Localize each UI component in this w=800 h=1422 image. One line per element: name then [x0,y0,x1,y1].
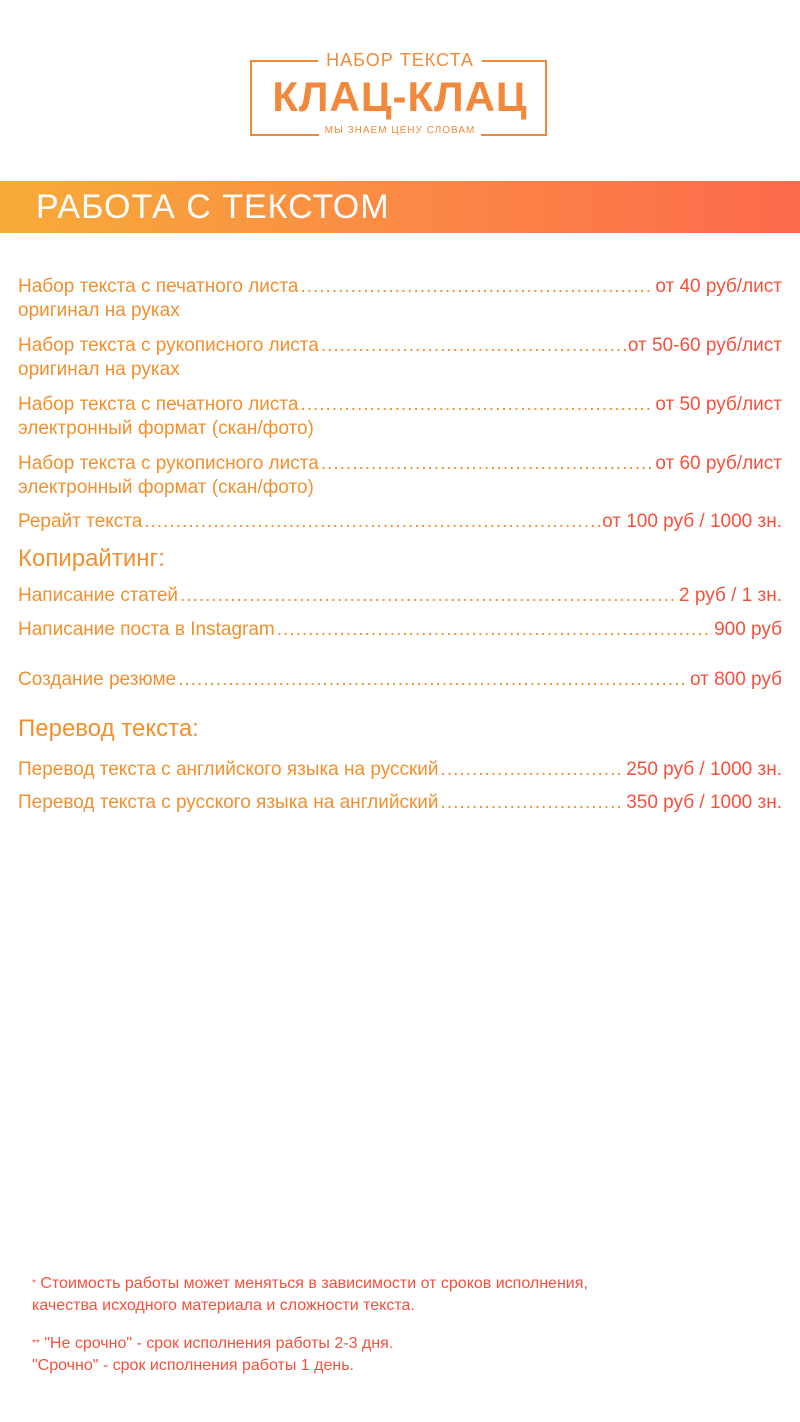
footnote-text: "Срочно" - срок исполнения работы 1 день. [32,1357,354,1374]
footnote-text: качества исходного материала и сложности текста. [32,1297,415,1314]
leader-dots [300,393,653,417]
service-price: от 60 руб/лист [655,453,782,474]
service-price: от 50 руб/лист [655,394,782,415]
leader-dots [180,584,677,608]
service-note: электронный формат (скан/фото) [18,418,314,439]
leader-dots [277,618,712,642]
footnote-deadlines [32,1333,792,1377]
footnote-text: "Не срочно" - срок исполнения работы 2-3 дня. [39,1335,394,1352]
service-price: 2 руб / 1 зн. [679,585,782,606]
logo-top-text: НАБОР ТЕКСТА [318,50,482,70]
footnote-price-conditions [32,1273,792,1317]
service-row [18,510,782,534]
service-price: 350 руб / 1000 зн. [626,792,782,813]
leader-dots [300,275,653,299]
service-label: Перевод текста с английского языка на русский [18,759,439,780]
service-label: Создание резюме [18,669,177,690]
service-note: оригинал на руках [18,300,180,321]
footnote-text: Стоимость работы может меняться в зависимости от сроков исполнения, [35,1275,588,1292]
section-banner [0,181,800,233]
service-note: оригинал на руках [18,359,180,380]
service-row [18,452,782,500]
service-label: Набор текста с рукописного листа [18,335,319,356]
leader-dots [441,758,625,782]
footnote-marker: ** [32,1338,40,1349]
service-label: Набор текста с рукописного листа [18,453,319,474]
service-label: Написание статей [18,585,179,606]
copywriting-heading: Копирайтинг: [18,545,165,572]
copywriting-row [18,668,782,692]
service-label: Рерайт текста [18,511,143,532]
service-price: 250 руб / 1000 зн. [626,759,782,780]
service-note: электронный формат (скан/фото) [18,477,314,498]
service-price: от 40 руб/лист [655,276,782,297]
service-label: Набор текста с печатного листа [18,276,299,297]
copywriting-row [18,618,782,642]
service-price: от 50-60 руб/лист [627,335,782,356]
banner-title: РАБОТА С ТЕКСТОМ [36,188,390,226]
footnote-marker: * [32,1278,36,1289]
copywriting-row [18,584,782,608]
brand-logo [250,50,550,140]
logo-sub-text: МЫ ЗНАЕМ ЦЕНУ СЛОВАМ [319,125,482,136]
service-label: Перевод текста с русского языка на английский [18,792,439,813]
logo-main-text: КЛАЦ-КЛАЦ [272,73,528,120]
service-price: от 100 руб / 1000 зн. [602,511,782,532]
service-row [18,275,782,323]
service-row [18,334,782,382]
leader-dots [441,791,625,815]
leader-dots [178,668,688,692]
service-price: от 800 руб [689,669,782,690]
service-price: 900 руб [714,619,782,640]
translation-row [18,791,782,815]
leader-dots [144,510,600,534]
leader-dots [321,452,654,476]
service-label: Написание поста в Instagram [18,619,275,640]
service-row [18,393,782,441]
service-label: Набор текста с печатного листа [18,394,299,415]
translation-heading: Перевод текста: [18,715,199,742]
leader-dots [321,334,626,358]
translation-row [18,758,782,782]
